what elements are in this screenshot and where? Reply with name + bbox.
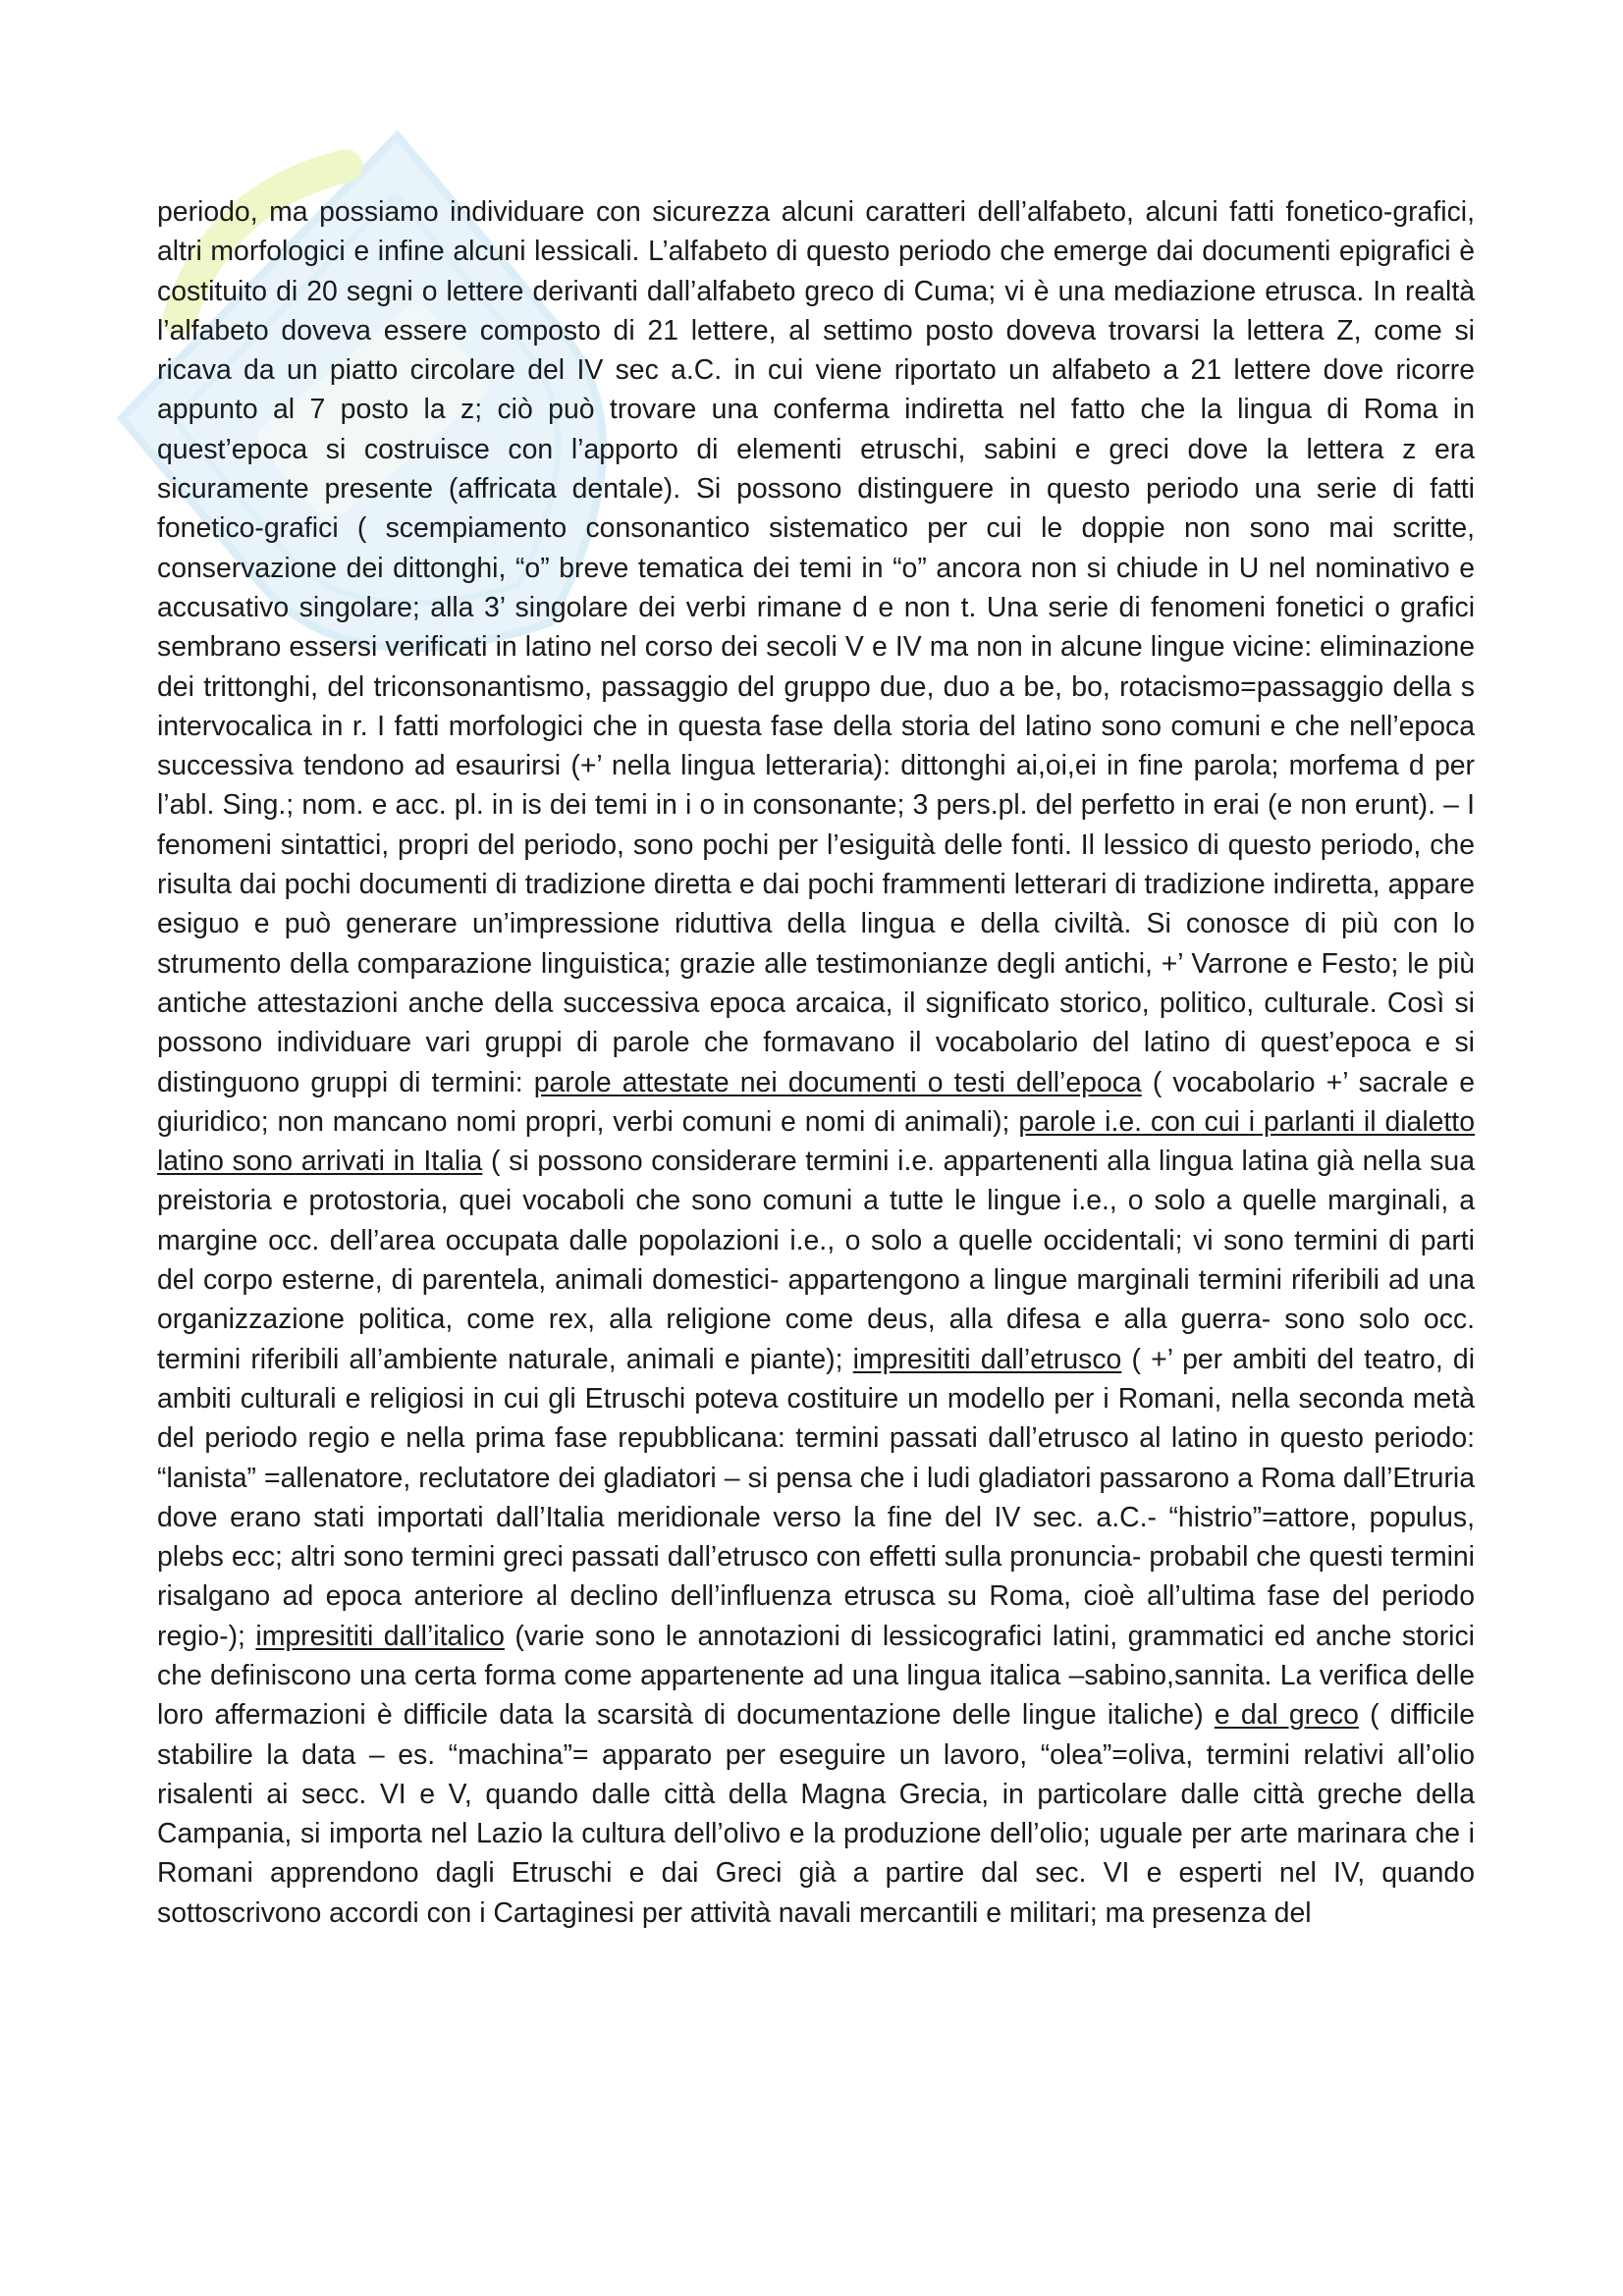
underlined-term: impresititi dall’italico [255, 1620, 505, 1652]
text-run: periodo, ma possiamo individuare con sicurezza alcuni caratteri dell’alfabeto, alcuni fatti fonetico-grafici, altri morfologici e infine alcuni lessicali. L’alfabeto di questo periodo che emerge dai documenti epigrafici è costituito di 20 segni o lettere derivanti dall’alfabeto greco di Cuma; vi è una mediazione etrusca. In realtà l’alfabeto doveva essere composto di 21 lettere, al settimo posto doveva trovarsi la lettera Z, come si ricava da un piatto circolare del IV sec a.C. in cui viene riportato un alfabeto a 21 lettere dove ricorre appunto al 7 posto la z; ciò può trovare una conferma indiretta nel fatto che la lingua di Roma in quest’epoca si costruisce con l’apporto di elementi etruschi, sabini e greci dove la lettera z era sicuramente presente (affricata dentale). Si possono distinguere in questo periodo una serie di fatti fonetico-grafici ( scempiamento consonantico sistematico per cui le doppie non sono mai scritte, conservazione dei dittonghi, “o” breve tematica dei temi in “o” ancora non si chiude in U nel nominativo e accusativo singolare; alla 3’ singolare dei verbi rimane d e non t. Una serie di fenomeni fonetici o grafici sembrano essersi verificati in latino nel corso dei secoli V e IV ma non in alcune lingue vicine: eliminazione dei trittonghi, del triconsonantismo, passaggio del gruppo due, duo a be, bo, rotacismo=passaggio della s intervocalica in r. I fatti morfologici che in questa fase della storia del latino sono comuni e che nell’epoca successiva tendono ad esaurirsi (+’ nella lingua letteraria): dittonghi ai,oi,ei in fine parola; morfema d per l’abl. Sing.; nom. e acc. pl. in is dei temi in i o in consonante; 3 pers.pl. del perfetto in erai (e non erunt). – I fenomeni sintattici, propri del periodo, sono pochi per l’esiguità delle fonti. Il lessico di questo periodo, che risulta dai pochi documenti di tradizione diretta e dai pochi frammenti letterari di tradizione indiretta, appare esiguo e può generare un’impressione riduttiva della lingua e della civiltà. Si conosce di più con lo strumento della comparazione linguistica; grazie alle testimonianze degli antichi, +’ Varrone e Festo; le più antiche attestazioni anche della successiva epoca arcaica, il significato storico, politico, culturale. Così si possono individuare vari gruppi di parole che formavano il vocabolario del latino di quest’epoca e si distinguono gruppi di termini: [157, 196, 1475, 1098]
underlined-term: parole attestate nei documenti o testi dell’epoca [533, 1066, 1142, 1098]
text-run: ( vocabolario +’ sacrale e giuridico; non mancano nomi propri, verbi comuni e nomi di animali); [157, 1066, 1475, 1138]
text-run: ( difficile stabilire la data – es. “machina”= apparato per eseguire un lavoro, “olea”=oliva, termini relativi all’olio risalenti ai secc. VI e V, quando dalle città della Magna Grecia, in particolare dalle città greche della Campania, si importa nel Lazio la cultura dell’olivo e la produzione dell’olio; uguale per arte marinara che i Romani apprendono dagli Etruschi e dai Greci già a partire dal sec. VI e esperti nel IV, quando sottoscrivono accordi con i Cartaginesi per attività navali mercantili e militari; ma presenza del [157, 1699, 1475, 1929]
underlined-term: impresititi dall’etrusco [852, 1343, 1122, 1375]
text-run: ( +’ per ambiti del teatro, di ambiti culturali e religiosi in cui gli Etruschi poteva costituire un modello per i Romani, nella seconda metà del periodo regio e nella prima fase repubblicana: termini passati dall’etrusco al latino in questo periodo: “lanista” =allenatore, reclutatore dei gladiatori – si pensa che i ludi gladiatori passarono a Roma dall’Etruria dove erano stati importati dall’Italia meridionale verso la fine del IV sec. a.C.- “histrio”=attore, populus, plebs ecc; altri sono termini greci passati dall’etrusco con effetti sulla pronuncia- probabil che questi termini risalgano ad epoca anteriore al declino dell’influenza etrusca su Roma, cioè all’ultima fase del periodo regio-); [157, 1343, 1475, 1652]
underlined-term: parole i.e. con cui i parlanti il dialetto latino sono arrivati in Italia [157, 1105, 1475, 1178]
text-run: ( si possono considerare termini i.e. appartenenti alla lingua latina già nella sua preistoria e protostoria, quei vocaboli che sono comuni a tutte le lingue i.e., o solo a quelle marginali, a margine occ. dell’area occupata dalle popolazioni i.e., o solo a quelle occidentali; vi sono termini di parti del corpo esterne, di parentela, animali domestici- appartengono a lingue marginali termini riferibili ad una organizzazione politica, come rex, alla religione come deus, alla difesa e alla guerra- sono solo occ. termini riferibili all’ambiente naturale, animali e piante); [157, 1146, 1475, 1375]
body-paragraph [157, 192, 1475, 1933]
text-run: (varie sono le annotazioni di lessicografici latini, grammatici ed anche storici che definiscono una certa forma come appartenente ad una lingua italica –sabino,sannita. La verifica delle loro affermazioni è difficile data la scarsità di documentazione delle lingue italiche) [157, 1620, 1475, 1732]
underlined-term: e dal greco [1214, 1699, 1359, 1732]
